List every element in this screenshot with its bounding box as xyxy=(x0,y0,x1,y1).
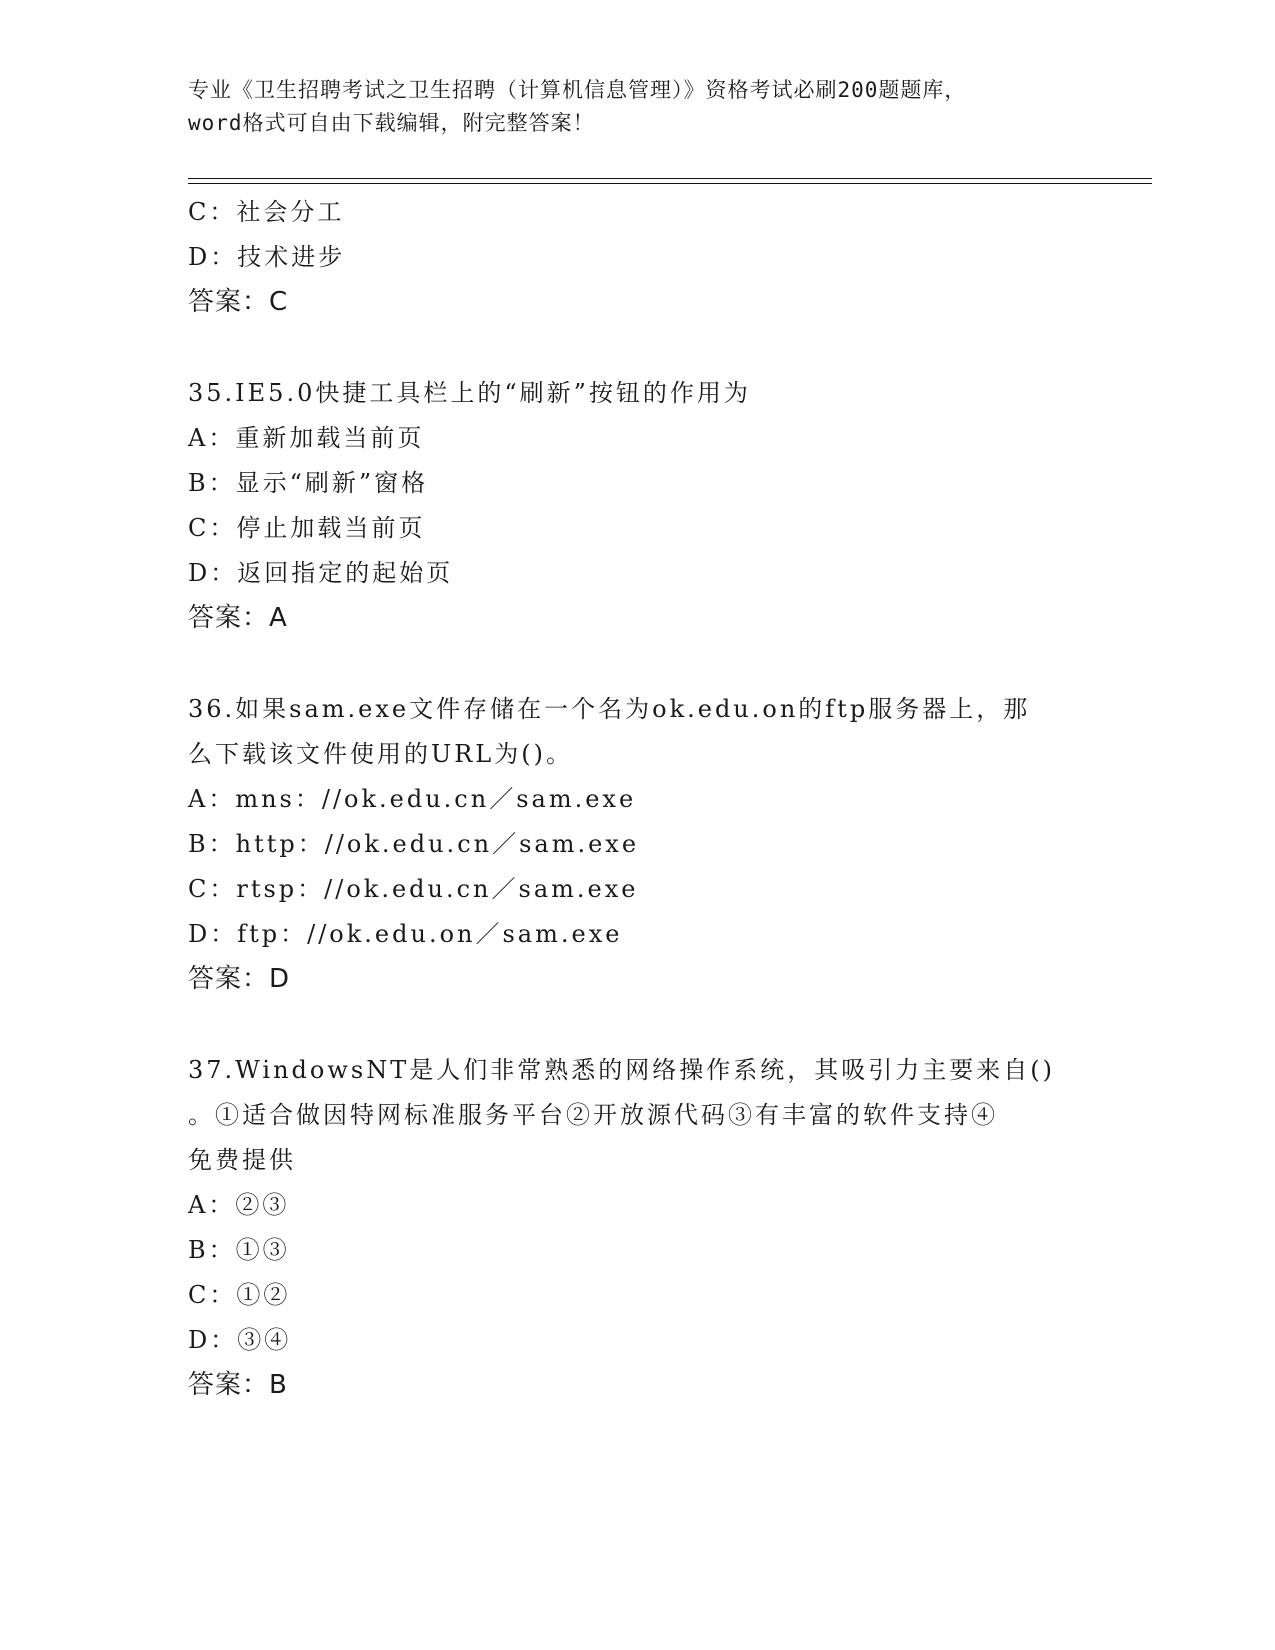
option-d: D：ftp：//ok.edu.on／sam.exe xyxy=(188,920,623,948)
header-title-line-1: 专业《卫生招聘考试之卫生招聘（计算机信息管理）》资格考试必刷200题题库， xyxy=(188,78,967,102)
header-title-line-2: word格式可自由下载编辑，附完整答案！ xyxy=(188,111,595,135)
question-text-line-2: 么下载该文件使用的URL为()。 xyxy=(188,740,573,768)
document-header xyxy=(188,74,1088,140)
option-c: C：①② xyxy=(188,1281,291,1309)
spacer xyxy=(188,1002,1088,1048)
question-35 xyxy=(188,371,1088,641)
question-34-tail xyxy=(188,190,1088,325)
question-37 xyxy=(188,1048,1088,1408)
header-divider-bottom xyxy=(188,183,1152,184)
answer-line: 答案：D xyxy=(188,964,291,994)
option-b: B：显示“刷新”窗格 xyxy=(188,469,429,497)
option-a: A：mns：//ok.edu.cn／sam.exe xyxy=(188,785,637,813)
answer-line: 答案：B xyxy=(188,1370,288,1400)
question-text-line-2: 。①适合做因特网标准服务平台②开放源代码③有丰富的软件支持④ xyxy=(188,1101,998,1129)
question-list xyxy=(188,190,1088,1408)
answer-line: 答案：C xyxy=(188,287,289,317)
option-d: D：③④ xyxy=(188,1326,292,1354)
option-c: C：社会分工 xyxy=(188,198,345,226)
option-b: B：http：//ok.edu.cn／sam.exe xyxy=(188,830,640,858)
question-36 xyxy=(188,687,1088,1002)
header-divider-top xyxy=(188,178,1152,179)
spacer xyxy=(188,325,1088,371)
question-text-line-3: 免费提供 xyxy=(188,1146,296,1174)
option-a: A：重新加载当前页 xyxy=(188,424,425,452)
spacer xyxy=(188,641,1088,687)
answer-line: 答案：A xyxy=(188,603,288,633)
question-text-line-1: 37.WindowsNT是人们非常熟悉的网络操作系统，其吸引力主要来自() xyxy=(188,1056,1055,1084)
question-text-line-1: 36.如果sam.exe文件存储在一个名为ok.edu.on的ftp服务器上，那 xyxy=(188,695,1031,723)
option-d: D：返回指定的起始页 xyxy=(188,559,454,587)
option-b: B：①③ xyxy=(188,1236,290,1264)
option-c: C：停止加载当前页 xyxy=(188,514,426,542)
question-text: 35.IE5.0快捷工具栏上的“刷新”按钮的作用为 xyxy=(188,379,751,407)
option-d: D：技术进步 xyxy=(188,243,346,271)
option-c: C：rtsp：//ok.edu.cn／sam.exe xyxy=(188,875,639,903)
option-a: A：②③ xyxy=(188,1191,290,1219)
